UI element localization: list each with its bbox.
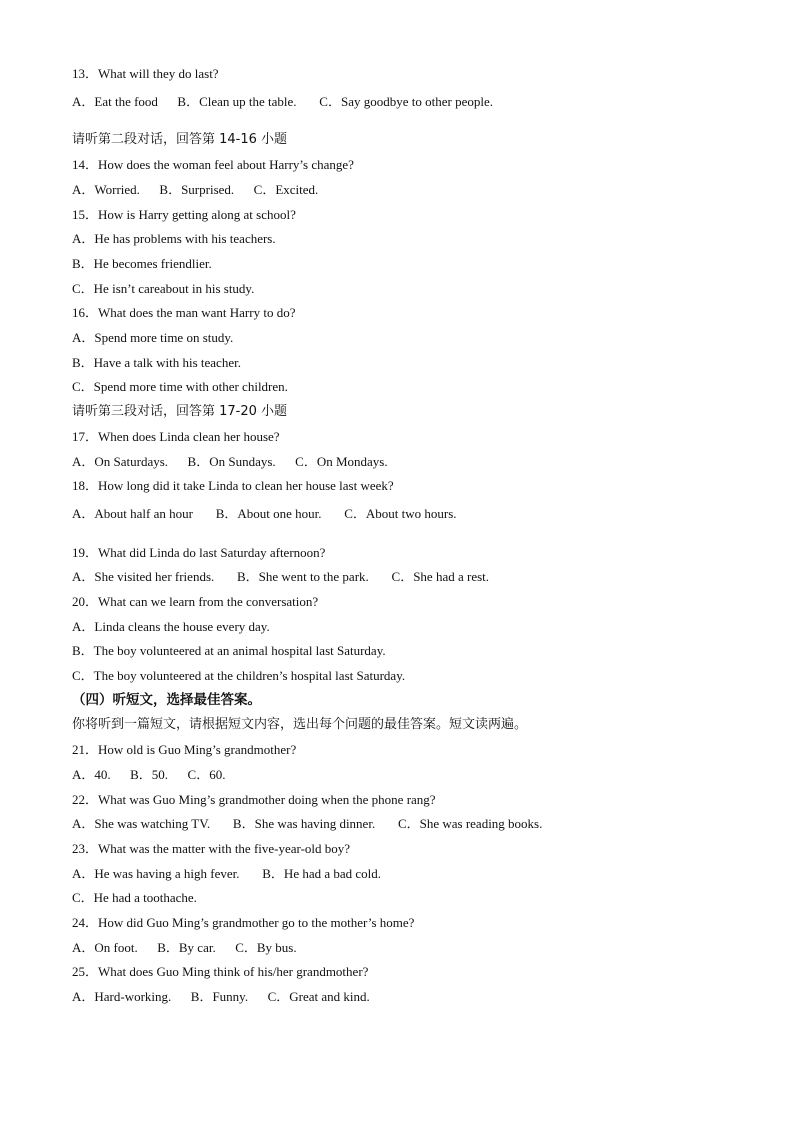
question-21: 21．How old is Guo Ming’s grandmother?	[72, 742, 297, 757]
question-14: 14．How does the woman feel about Harry’s change?	[72, 157, 354, 172]
option-15b: B．He becomes friendlier.	[72, 256, 212, 271]
options-22: A．She was watching TV. B．She was having dinner. C．She was reading books.	[72, 816, 543, 831]
section-heading-4: （四）听短文，选择最佳答案。	[72, 692, 261, 708]
question-15: 15．How is Harry getting along at school?	[72, 207, 296, 222]
question-23: 23．What was the matter with the five-year-old boy?	[72, 841, 351, 856]
section-instruction-2: 请听第二段对话，回答第 14-16 小题	[72, 132, 288, 147]
option-20b: B．The boy volunteered at an animal hospital last Saturday.	[72, 643, 386, 658]
section-instruction-4: 你将听到一篇短文，请根据短文内容，选出每个问题的最佳答案。短文读两遍。	[72, 717, 528, 732]
option-15a: A．He has problems with his teachers.	[72, 231, 276, 246]
options-24: A．On foot. B．By car. C．By bus.	[72, 940, 297, 955]
option-20a: A．Linda cleans the house every day.	[72, 619, 270, 634]
options-21: A．40. B．50. C．60.	[72, 767, 226, 782]
section-instruction-3: 请听第三段对话，回答第 17-20 小题	[72, 404, 288, 419]
question-18: 18．How long did it take Linda to clean her house last week?	[72, 478, 394, 493]
option-16a: A．Spend more time on study.	[72, 330, 234, 345]
option-20c: C．The boy volunteered at the children’s hospital last Saturday.	[72, 668, 406, 683]
option-15c: C．He isn’t careabout in his study.	[72, 281, 255, 296]
question-13: 13．What will they do last?	[72, 66, 219, 81]
options-25: A．Hard-working. B．Funny. C．Great and kind.	[72, 989, 370, 1004]
question-17: 17．When does Linda clean her house?	[72, 429, 280, 444]
option-16b: B．Have a talk with his teacher.	[72, 355, 241, 370]
question-25: 25．What does Guo Ming think of his/her grandmother?	[72, 964, 369, 979]
options-13: A．Eat the food B．Clean up the table. C．Say goodbye to other people.	[72, 94, 493, 109]
option-16c: C．Spend more time with other children.	[72, 379, 288, 394]
question-24: 24．How did Guo Ming’s grandmother go to the mother’s home?	[72, 915, 415, 930]
question-20: 20．What can we learn from the conversation?	[72, 594, 319, 609]
question-16: 16．What does the man want Harry to do?	[72, 305, 296, 320]
options-17: A．On Saturdays. B．On Sundays. C．On Mondays.	[72, 454, 388, 469]
options-19: A．She visited her friends. B．She went to the park. C．She had a rest.	[72, 569, 490, 584]
question-19: 19．What did Linda do last Saturday afternoon?	[72, 545, 326, 560]
options-14: A．Worried. B．Surprised. C．Excited.	[72, 182, 319, 197]
options-23ab: A．He was having a high fever. B．He had a bad cold.	[72, 866, 382, 881]
question-22: 22．What was Guo Ming’s grandmother doing when the phone rang?	[72, 792, 436, 807]
option-23c: C．He had a toothache.	[72, 890, 197, 905]
options-18: A．About half an hour B．About one hour. C．About two hours.	[72, 506, 457, 521]
